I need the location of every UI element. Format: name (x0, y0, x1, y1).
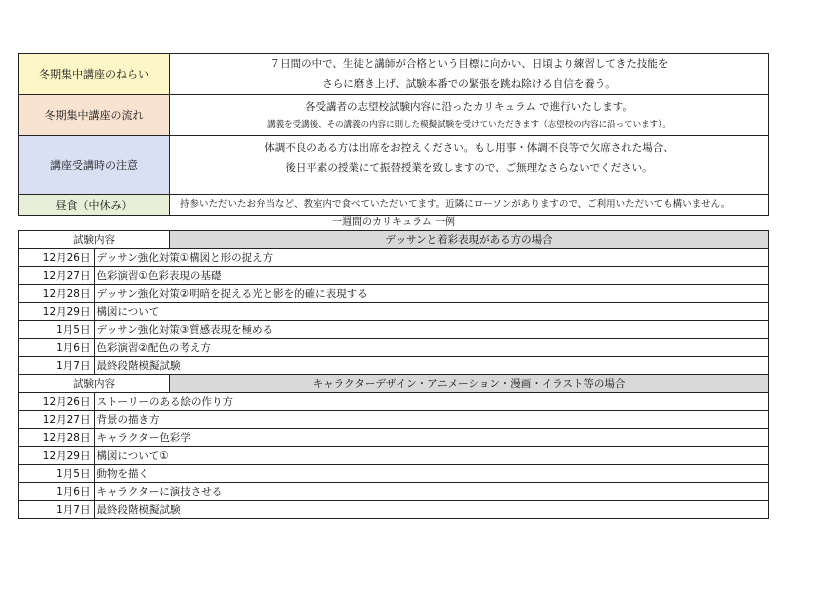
row-content: 最終段階模擬試験 (94, 501, 769, 519)
row-content: デッサン強化対策②明暗を捉える光と影を的確に表現する (94, 285, 769, 303)
table-row (19, 303, 769, 321)
table-row (19, 339, 769, 357)
row-date: 1月5日 (19, 321, 95, 339)
table-row (19, 429, 769, 447)
row-content: デッサン強化対策①構図と形の捉え方 (94, 249, 769, 267)
info-label-notes: 講座受講時の注意 (19, 136, 170, 195)
info-line: ７日間の中で、生徒と講師が合格という目標に向かい、日頃より練習してきた技能を (269, 58, 669, 70)
header-exam-content: 試験内容 (19, 231, 170, 249)
document (18, 53, 769, 519)
row-date: 1月7日 (19, 501, 95, 519)
info-row-lunch (19, 195, 769, 216)
header-course-type: キャラクターデザイン・アニメーション・漫画・イラスト等の場合 (170, 375, 769, 393)
header-course-type: デッサンと着彩表現がある方の場合 (170, 231, 769, 249)
info-row-notes (19, 136, 769, 195)
info-line: 体調不良のある方は出席をお控えください。もし用事・体調不良等で欠席された場合、 (264, 142, 674, 154)
row-content: 最終段階模擬試験 (94, 357, 769, 375)
row-date: 1月7日 (19, 357, 95, 375)
header-exam-content: 試験内容 (19, 375, 170, 393)
row-content: 色彩演習①色彩表現の基礎 (94, 267, 769, 285)
info-value-aim (170, 54, 769, 95)
table-row (19, 483, 769, 501)
row-date: 1月6日 (19, 339, 95, 357)
table-row (19, 249, 769, 267)
info-row-aim (19, 54, 769, 95)
row-date: 1月6日 (19, 483, 95, 501)
info-value-lunch: 持参いただいたお弁当など、教室内で食べていただいてます。近隣にローソンがありますので、ご利用いただいても構いません。 (170, 195, 769, 216)
row-content: キャラクターに演技させる (94, 483, 769, 501)
info-row-flow (19, 95, 769, 136)
table-row (19, 447, 769, 465)
row-content: 構図について① (94, 447, 769, 465)
table-row (19, 321, 769, 339)
curriculum-table-drawing (18, 230, 769, 519)
table-header (19, 375, 769, 393)
row-date: 1月5日 (19, 465, 95, 483)
info-label-aim: 冬期集中講座のねらい (19, 54, 170, 95)
row-content: 背景の描き方 (94, 411, 769, 429)
row-date: 12月28日 (19, 429, 95, 447)
curriculum-caption: 一週間のカリキュラム 一例 (331, 217, 456, 228)
table-header (19, 231, 769, 249)
info-line-small: 講義を受講後、その講義の内容に則した模擬試験を受けていただきます（志望校の内容に沿っています）。 (267, 120, 671, 130)
info-line: 後日平素の授業にて振替授業を致しますので、ご無理なさらないでください。 (285, 162, 653, 174)
table-row (19, 357, 769, 375)
course-info-table (18, 53, 769, 216)
info-value-flow (170, 95, 769, 136)
info-line: さらに磨き上げ、試験本番での緊張を跳ね除ける自信を養う。 (322, 78, 616, 90)
row-content: 色彩演習②配色の考え方 (94, 339, 769, 357)
info-label-flow: 冬期集中講座の流れ (19, 95, 170, 136)
row-content: キャラクター色彩学 (94, 429, 769, 447)
row-date: 12月28日 (19, 285, 95, 303)
row-date: 12月26日 (19, 249, 95, 267)
info-line: 各受講者の志望校試験内容に沿ったカリキュラム で進行いたします。 (305, 101, 633, 113)
row-date: 12月26日 (19, 393, 95, 411)
table-row (19, 393, 769, 411)
row-content: デッサン強化対策③質感表現を極める (94, 321, 769, 339)
table-row (19, 267, 769, 285)
row-date: 12月29日 (19, 447, 95, 465)
table-row (19, 501, 769, 519)
row-content: 動物を描く (94, 465, 769, 483)
table-row (19, 285, 769, 303)
row-content: ストーリーのある絵の作り方 (94, 393, 769, 411)
info-value-notes (170, 136, 769, 195)
info-label-lunch: 昼食（中休み） (19, 195, 170, 216)
table-row (19, 411, 769, 429)
row-date: 12月27日 (19, 411, 95, 429)
row-date: 12月29日 (19, 303, 95, 321)
table-row (19, 465, 769, 483)
row-date: 12月27日 (19, 267, 95, 285)
row-content: 構図について (94, 303, 769, 321)
